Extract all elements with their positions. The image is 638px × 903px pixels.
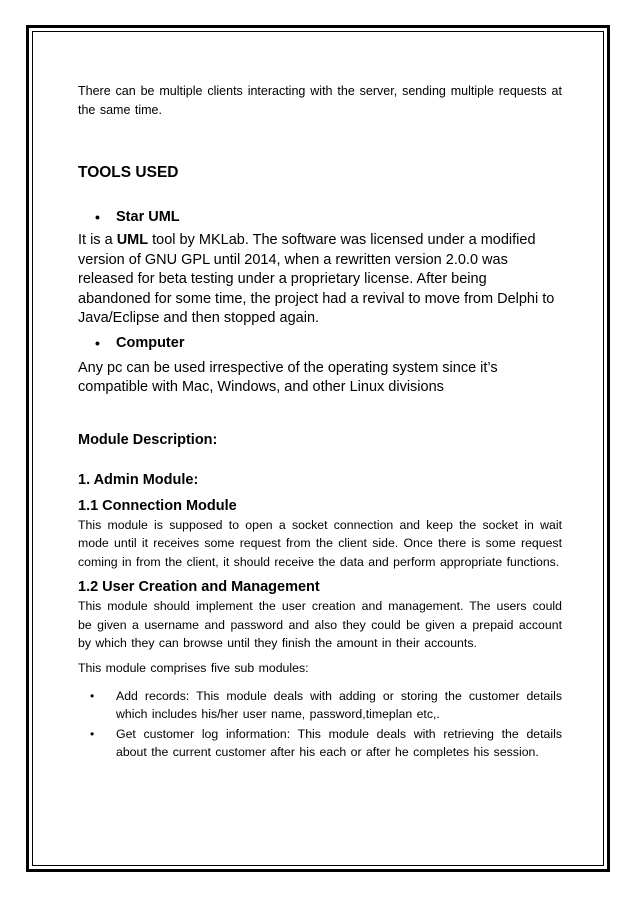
- user-creation-heading: 1.2 User Creation and Management: [78, 579, 320, 595]
- tool-item-star-uml: [78, 207, 562, 227]
- sub-modules-intro: This module comprises five sub modules:: [78, 660, 309, 675]
- list-item: [78, 725, 562, 761]
- list-item: [78, 687, 562, 723]
- user-creation-text: This module should implement the user creation and management. The users could be given a username and password and also they could be given a prepaid account by which they can browse until they finish the amount in their accounts.: [78, 599, 562, 650]
- tools-heading: TOOLS USED: [78, 164, 179, 181]
- bullet-icon: •: [90, 727, 95, 741]
- bullet-icon: •: [95, 334, 100, 351]
- bullet-icon: •: [90, 689, 95, 703]
- bullet-icon: •: [95, 209, 100, 225]
- tool-title: Computer: [116, 334, 185, 351]
- tool-desc-computer: Any pc can be used irrespective of the operating system since it’s compatible with Mac, Windows, and other Linux divisions: [78, 359, 498, 395]
- tool-desc-star-uml: [78, 231, 562, 329]
- tool-desc-rest: tool by MKLab. The software was licensed under a modified version of GNU GPL until 2014, when a rewritten version 2.0.0 was released for beta testing under a proprietary license. After being abandoned for some time, the project had a revival to move from Delphi to Java/Eclipse and then stopped again.: [78, 232, 555, 326]
- admin-module-heading: 1. Admin Module:: [78, 471, 199, 488]
- document-content: [78, 82, 562, 761]
- module-description-heading: Module Description:: [78, 431, 218, 448]
- connection-module-heading: 1.1 Connection Module: [78, 497, 237, 514]
- connection-module-text: This module is supposed to open a socket connection and keep the socket in wait mode until it receives some request from the client side. Once there is some request coming in from the client, it should receive the data and perform appropriate functions.: [78, 517, 562, 569]
- sub-item-text: Add records: This module deals with adding or storing the customer details which includes his/her user name, password,timeplan etc,.: [116, 689, 562, 721]
- tool-desc-bold: UML: [116, 232, 149, 248]
- tool-desc-prefix: It is a: [78, 232, 117, 248]
- tool-item-computer: [78, 333, 562, 353]
- intro-paragraph: There can be multiple clients interacting with the server, sending multiple requests at the same time.: [78, 84, 562, 117]
- tool-title: Star UML: [116, 209, 180, 225]
- sub-module-list: [78, 687, 562, 761]
- sub-item-text: Get customer log information: This module deals with retrieving the details about the current customer after his each or after he completes his session.: [116, 727, 562, 759]
